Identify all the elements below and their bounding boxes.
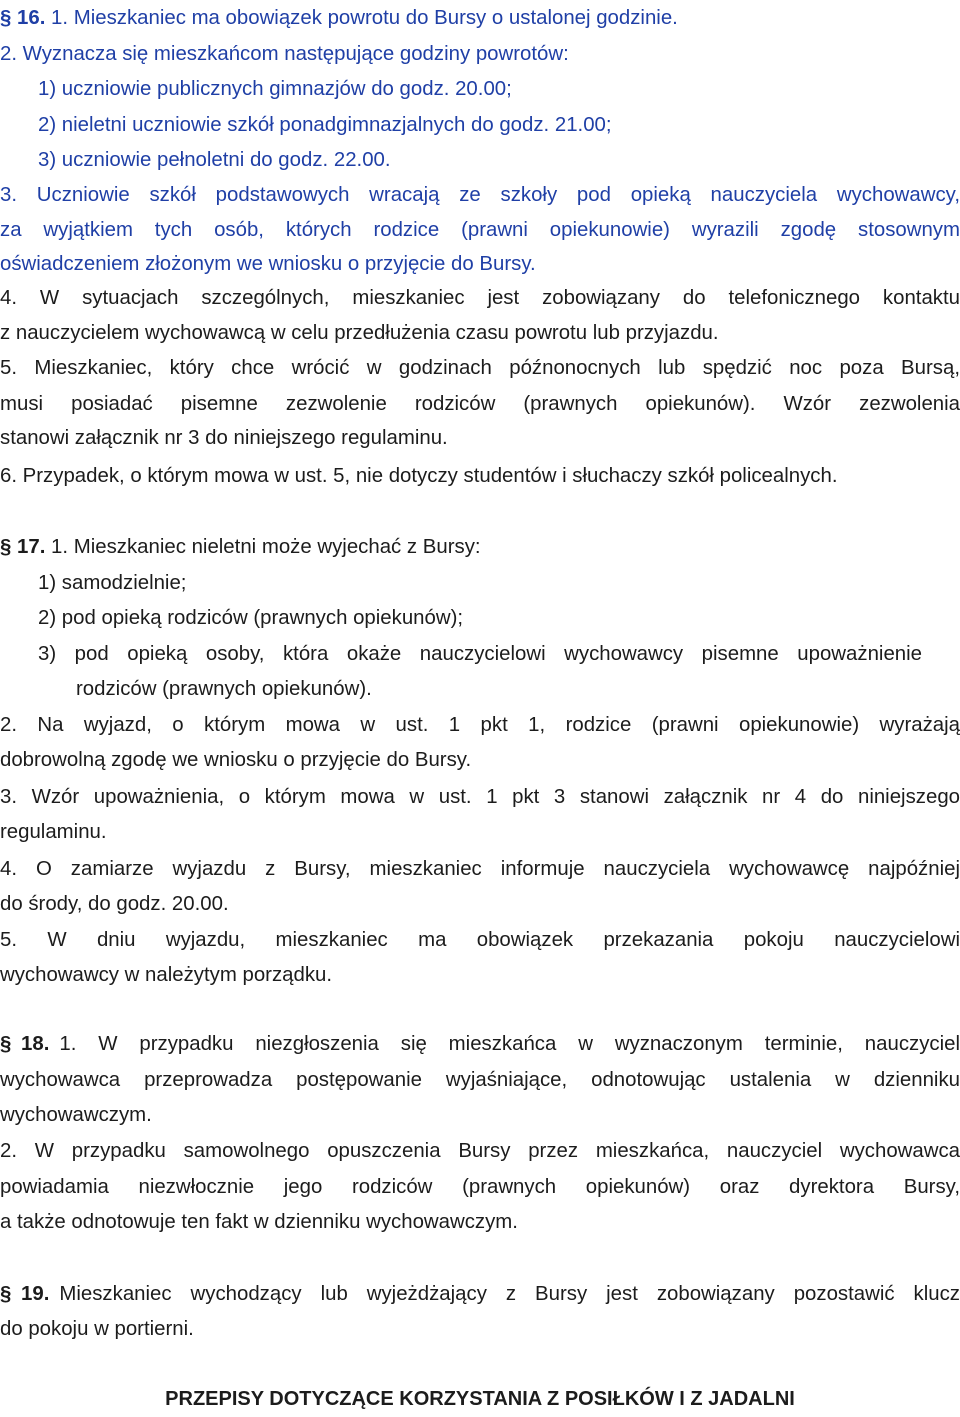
- s19-p1-line-2: do pokoju w portierni.: [0, 1318, 194, 1340]
- s17-p1-item-3: 3) pod opieką osoby, która okaże nauczycielowi wychowawcy pisemne upoważnienie: [38, 643, 922, 665]
- s16-p1: [0, 0, 960, 36]
- s16-p3-line-1: 3. Uczniowie szkół podstawowych wracają ze szkoły pod opieką nauczyciela wychowawcy,: [0, 184, 960, 206]
- s16-p3-line-2: za wyjątkiem tych osób, których rodzice (prawni opiekunowie) wyrazili zgodę stosownym: [0, 219, 960, 241]
- s16-p5-line-2: musi posiadać pisemne zezwolenie rodziców (prawnych opiekunów). Wzór zezwolenia: [0, 393, 960, 415]
- s18-p2-line-3: a także odnotowuje ten fakt w dzienniku wychowawczym.: [0, 1211, 518, 1233]
- s17-p3-line-2: regulaminu.: [0, 821, 107, 843]
- s17-symbol: §: [0, 536, 12, 558]
- s18-number: 18.: [21, 1033, 50, 1055]
- s19-symbol: §: [0, 1283, 12, 1305]
- s16-p2-item-3: 3) uczniowie pełnoletni do godz. 22.00.: [38, 149, 391, 171]
- s16-symbol: §: [0, 7, 12, 29]
- s16-number: 16.: [17, 7, 46, 29]
- s16-p2: 2. Wyznacza się mieszkańcom następujące godziny powrotów:: [0, 43, 569, 65]
- s17-p2-line-1: 2. Na wyjazd, o którym mowa w ust. 1 pkt 1, rodzice (prawni opiekunowie) wyrażają: [0, 714, 960, 736]
- s18-p2-line-1: 2. W przypadku samowolnego opuszczenia Bursy przez mieszkańca, nauczyciel wychowawca: [0, 1140, 960, 1162]
- s17-p1-text: 1. Mieszkaniec nieletni może wyjechać z Bursy:: [51, 536, 481, 558]
- s18-heading: [0, 1026, 49, 1062]
- s19-p1-line-1: [0, 1276, 960, 1312]
- s18-p1-line-3: wychowawczym.: [0, 1104, 152, 1126]
- s19-heading: [0, 1276, 49, 1312]
- s18-symbol: §: [0, 1033, 12, 1055]
- s17-p4-line-2: do środy, do godz. 20.00.: [0, 893, 229, 915]
- s17-p1-item-2: 2) pod opieką rodziców (prawnych opiekunów);: [38, 607, 464, 629]
- s17-p4-line-1: 4. O zamiarze wyjazdu z Bursy, mieszkaniec informuje nauczyciela wychowawcę najpóźniej: [0, 858, 960, 880]
- s16-p5-line-3: stanowi załącznik nr 3 do niniejszego regulaminu.: [0, 427, 448, 449]
- s18-p1-line-1: [0, 1026, 960, 1062]
- section-heading-meals: PRZEPISY DOTYCZĄCE KORZYSTANIA Z POSIŁKÓW I Z JADALNI: [165, 1388, 795, 1410]
- s17-p1-item-1: 1) samodzielnie;: [38, 572, 187, 594]
- s16-p5-line-1: 5. Mieszkaniec, który chce wrócić w godzinach późnonocnych lub spędzić noc poza Bursą,: [0, 357, 960, 379]
- s16-p2-item-2: 2) nieletni uczniowie szkół ponadgimnazjalnych do godz. 21.00;: [38, 114, 612, 136]
- s17-p1-item-3-cont: rodziców (prawnych opiekunów).: [76, 678, 372, 700]
- s16-p4-line-1: 4. W sytuacjach szczególnych, mieszkaniec jest zobowiązany do telefonicznego kontaktu: [0, 287, 960, 309]
- s17-number: 17.: [17, 536, 46, 558]
- s18-p1-first: 1. W przypadku niezgłoszenia się mieszkańca w wyznaczonym terminie, nauczyciel: [59, 1033, 960, 1055]
- s16-p3-line-3: oświadczeniem złożonym we wniosku o przyjęcie do Bursy.: [0, 253, 536, 275]
- s19-number: 19.: [21, 1283, 50, 1305]
- s16-p6: 6. Przypadek, o którym mowa w ust. 5, nie dotyczy studentów i słuchaczy szkół policealnych.: [0, 465, 838, 487]
- s17-p5-line-2: wychowawcy w należytym porządku.: [0, 964, 333, 986]
- s16-p1-text: 1. Mieszkaniec ma obowiązek powrotu do Bursy o ustalonej godzinie.: [51, 7, 678, 29]
- s17-p2-line-2: dobrowolną zgodę we wniosku o przyjęcie do Bursy.: [0, 749, 472, 771]
- s17-p3-line-1: 3. Wzór upoważnienia, o którym mowa w ust. 1 pkt 3 stanowi załącznik nr 4 do niniejszego: [0, 786, 960, 808]
- s18-p1-line-2: wychowawca przeprowadza postępowanie wyjaśniające, odnotowując ustalenia w dzienniku: [0, 1069, 960, 1091]
- s16-p2-item-1: 1) uczniowie publicznych gimnazjów do godz. 20.00;: [38, 78, 512, 100]
- s16-p4-line-2: z nauczycielem wychowawcą w celu przedłużenia czasu powrotu lub przyjazdu.: [0, 322, 719, 344]
- s17-p1: [0, 529, 960, 565]
- s18-p2-line-2: powiadamia niezwłocznie jego rodziców (prawnych opiekunów) oraz dyrektora Bursy,: [0, 1176, 960, 1198]
- s19-p1-first: Mieszkaniec wychodzący lub wyjeżdżający z Bursy jest zobowiązany pozostawić klucz: [59, 1283, 960, 1305]
- s17-p5-line-1: 5. W dniu wyjazdu, mieszkaniec ma obowiązek przekazania pokoju nauczycielowi: [0, 929, 960, 951]
